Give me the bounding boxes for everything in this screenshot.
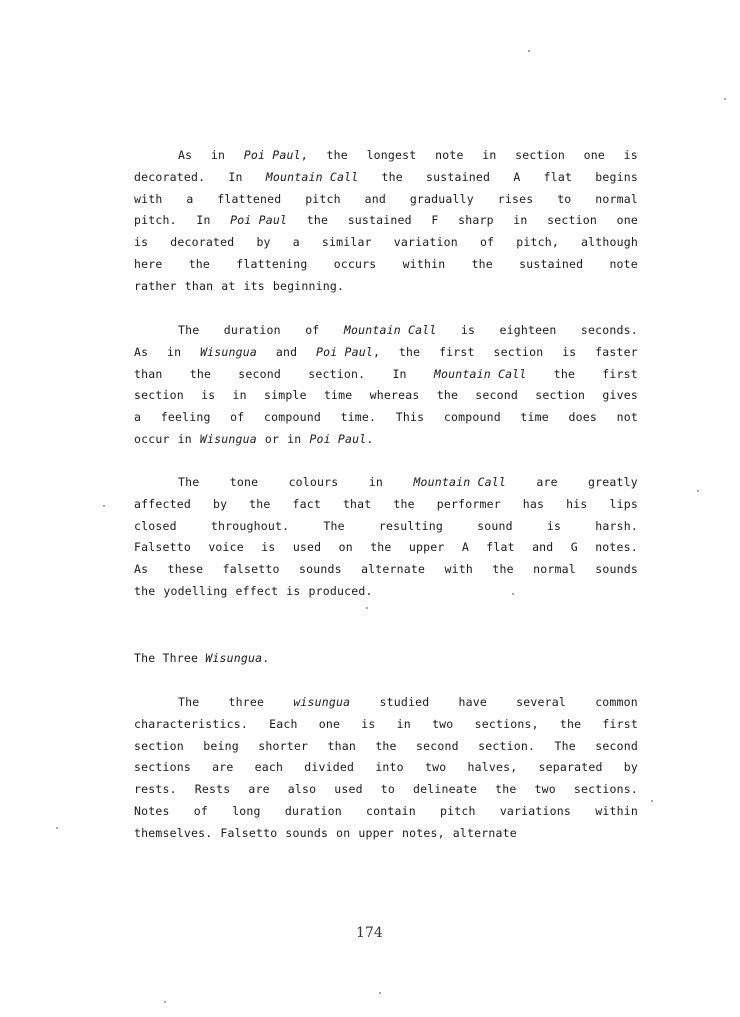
word: throughout.: [210, 518, 290, 533]
word: first: [602, 716, 638, 731]
word: does: [568, 410, 597, 425]
word: compound: [443, 410, 501, 425]
word: occurs: [333, 256, 377, 271]
word: performer: [436, 496, 501, 511]
word: notes.: [595, 540, 638, 555]
word: variation: [393, 235, 458, 250]
word: than: [327, 738, 356, 753]
word: has: [522, 496, 545, 511]
word: closed: [134, 518, 177, 533]
text-line: [134, 276, 638, 298]
word: second: [238, 366, 282, 381]
word: in: [368, 475, 384, 489]
word: his: [566, 496, 588, 511]
word: pitch: [440, 803, 476, 818]
text-line: [134, 714, 638, 736]
scan-speck: [724, 98, 726, 100]
word: flattened: [217, 191, 282, 206]
word: F: [431, 213, 439, 228]
word: flat: [543, 169, 573, 184]
scan-speck: [103, 505, 105, 507]
word: sound: [477, 518, 513, 533]
word: time: [520, 410, 549, 425]
word: into: [375, 760, 404, 775]
word: and: [364, 191, 386, 206]
word: Falsetto: [134, 540, 191, 555]
text-line: [134, 189, 638, 211]
word: is: [361, 716, 376, 731]
word: the: [495, 782, 517, 797]
word: is: [134, 235, 149, 250]
word: greatly: [588, 475, 638, 489]
text-line: [134, 320, 638, 342]
word: of: [305, 323, 320, 337]
word: used: [334, 782, 363, 797]
heading-prefix: The Three: [134, 651, 206, 665]
word: is: [546, 518, 562, 533]
word: normal: [595, 191, 638, 206]
scan-speck: [164, 1001, 166, 1003]
word: Poi Paul,: [316, 344, 381, 359]
word: are: [212, 760, 234, 775]
scan-speck: [528, 50, 530, 52]
text-line: [134, 167, 638, 189]
word: the: [492, 562, 514, 577]
word: Each: [269, 716, 298, 731]
word: The: [323, 518, 345, 533]
word: occur: [134, 431, 170, 446]
text-line: [134, 516, 638, 538]
word: Rests: [194, 782, 231, 797]
word: with: [444, 562, 474, 577]
word: sections: [134, 760, 191, 775]
word: voice: [208, 540, 244, 555]
word: gradually: [409, 191, 474, 206]
word: the: [398, 344, 421, 359]
word: duration: [284, 803, 342, 818]
word: by: [256, 235, 271, 250]
word: The: [554, 738, 576, 753]
text-line: [134, 232, 638, 254]
word: its: [243, 278, 265, 293]
word: Mountain Call: [343, 323, 437, 337]
word: time: [323, 388, 353, 403]
word: second: [475, 388, 519, 403]
word: flattening: [236, 256, 308, 271]
scan-speck: [651, 800, 653, 802]
word: here: [134, 256, 163, 271]
word: Mountain Call: [265, 169, 359, 184]
word: in: [287, 431, 302, 446]
word: a: [292, 235, 300, 250]
word: the: [189, 366, 212, 381]
word: similar: [321, 235, 372, 250]
word: common: [595, 695, 638, 709]
word: A: [513, 169, 521, 184]
word: pitch,: [516, 235, 559, 250]
word: duration: [223, 323, 281, 337]
paragraph-4: [134, 692, 638, 845]
word: begins: [595, 169, 638, 184]
page-number: 174: [356, 925, 383, 941]
text-line: [134, 757, 638, 779]
section-heading: [134, 648, 269, 668]
text-line: [134, 472, 638, 494]
word: section: [493, 344, 544, 359]
word: compound: [263, 410, 321, 425]
word: fact: [292, 496, 321, 511]
text-line: [134, 364, 638, 386]
word: the: [249, 496, 271, 511]
word: pitch.: [134, 213, 177, 228]
word: effect: [235, 583, 279, 598]
text-line: [134, 145, 638, 167]
word: sustained: [347, 213, 412, 228]
word: alternate: [361, 562, 426, 577]
word: is: [460, 323, 476, 337]
word: used: [292, 540, 322, 555]
text-line: [134, 407, 638, 429]
word: although: [581, 235, 638, 250]
word: As: [134, 344, 149, 359]
word: time.: [340, 410, 377, 425]
text-line: [134, 581, 638, 603]
word: these: [167, 562, 204, 577]
scan-speck: [56, 827, 58, 829]
word: first: [602, 366, 638, 381]
word: affected: [134, 496, 191, 511]
word: The: [178, 475, 200, 489]
word: not: [616, 410, 638, 425]
word: in: [167, 344, 182, 359]
word: faster: [595, 344, 638, 359]
word: within: [595, 803, 638, 818]
word: the: [375, 738, 397, 753]
word: one: [318, 716, 341, 731]
word: decorated.: [134, 169, 206, 184]
word: is: [286, 583, 301, 598]
word: decorated: [170, 235, 235, 250]
text-line: [134, 736, 638, 758]
word: in: [232, 388, 247, 403]
word: two: [424, 760, 447, 775]
word: a: [186, 191, 194, 206]
text-line: [134, 429, 638, 451]
word: the: [381, 169, 403, 184]
word: that: [342, 496, 372, 511]
heading-italic: Wisungua: [205, 651, 263, 665]
word: within: [402, 256, 446, 271]
word: the: [306, 213, 329, 228]
word: or: [264, 431, 280, 446]
word: section.: [308, 366, 366, 381]
word: the: [393, 496, 415, 511]
word: whereas: [369, 388, 420, 403]
word: the: [553, 366, 576, 381]
word: separated: [538, 760, 603, 775]
word: at: [221, 278, 236, 293]
word: one: [616, 213, 638, 228]
word: one: [583, 148, 605, 162]
word: long: [232, 803, 261, 818]
word: the: [134, 583, 156, 598]
word: characteristics.: [134, 716, 248, 731]
word: note: [435, 148, 464, 162]
word: Poi Paul,: [243, 148, 308, 162]
word: being: [203, 738, 239, 753]
word: harsh.: [595, 518, 638, 533]
text-line: [134, 494, 638, 516]
word: than: [134, 366, 163, 381]
word: of: [230, 410, 245, 425]
word: the: [471, 256, 493, 271]
text-line: [134, 537, 638, 559]
text-line: [134, 823, 638, 845]
word: upper: [358, 825, 394, 840]
word: variations: [499, 803, 572, 818]
word: flat: [486, 540, 515, 555]
text-line: [134, 210, 638, 232]
word: in: [513, 213, 528, 228]
word: gives: [602, 388, 638, 403]
text-line: [134, 385, 638, 407]
word: in: [482, 148, 497, 162]
text-line: [134, 559, 638, 581]
word: resulting: [378, 518, 443, 533]
word: the: [188, 256, 211, 271]
word: wisungua: [293, 695, 351, 709]
word: section: [134, 388, 184, 403]
word: Poi Paul: [230, 213, 288, 228]
word: feeling: [160, 410, 211, 425]
word: studied: [379, 695, 430, 709]
word: Mountain Call: [413, 475, 506, 489]
word: A: [461, 540, 469, 555]
word: three: [228, 695, 265, 709]
word: Falsetto: [220, 825, 278, 840]
word: the: [370, 540, 392, 555]
word: on: [338, 540, 353, 555]
word: the: [436, 388, 459, 403]
scan-speck: [366, 607, 368, 609]
word: the: [559, 716, 582, 731]
word: In: [196, 213, 211, 228]
word: and: [275, 344, 298, 359]
word: delineate: [413, 782, 478, 797]
word: falsetto: [222, 562, 280, 577]
scan-speck: [512, 593, 514, 595]
word: in: [210, 148, 226, 162]
word: rather: [134, 278, 177, 293]
word: is: [562, 344, 577, 359]
word: colours: [288, 475, 339, 489]
word: In: [228, 169, 243, 184]
word: This: [395, 410, 425, 425]
word: is: [261, 540, 276, 555]
word: to: [380, 782, 395, 797]
word: G: [570, 540, 578, 555]
word: Wisungua: [200, 344, 258, 359]
word: sustained: [519, 256, 584, 271]
word: are: [536, 475, 558, 489]
word: section: [515, 148, 565, 162]
word: sections,: [474, 716, 539, 731]
word: Wisungua: [199, 431, 257, 446]
word: The: [178, 323, 200, 337]
word: second: [595, 738, 638, 753]
word: two: [534, 782, 556, 797]
word: rests.: [134, 782, 177, 797]
word: also: [287, 782, 317, 797]
word: section: [535, 388, 586, 403]
word: As: [178, 148, 193, 162]
word: rises: [497, 191, 534, 206]
word: lips: [609, 496, 638, 511]
word: halves,: [467, 760, 518, 775]
word: notes,: [402, 825, 445, 840]
word: each: [254, 760, 284, 775]
word: on: [336, 825, 351, 840]
word: longest: [366, 148, 417, 162]
word: the: [326, 148, 348, 162]
word: sounds: [298, 562, 342, 577]
word: sounds: [285, 825, 329, 840]
word: seconds.: [580, 323, 638, 337]
word: The: [178, 695, 200, 709]
word: a: [134, 410, 142, 425]
word: Notes: [134, 803, 170, 818]
word: tone: [229, 475, 259, 489]
word: yodelling: [163, 583, 228, 598]
word: is: [623, 148, 638, 162]
word: by: [623, 760, 638, 775]
scan-speck: [379, 992, 381, 994]
paragraph-3: [134, 472, 638, 603]
word: beginning.: [272, 278, 345, 293]
word: section: [547, 213, 597, 228]
paragraph-1: [134, 145, 638, 298]
word: Mountain Call: [433, 366, 527, 381]
word: section.: [478, 738, 536, 753]
word: upper: [408, 540, 445, 555]
word: eighteen: [499, 323, 557, 337]
word: produced.: [308, 583, 373, 598]
word: first: [439, 344, 475, 359]
word: sustained: [426, 169, 491, 184]
word: note: [609, 256, 638, 271]
word: sharp: [458, 213, 494, 228]
word: shorter: [258, 738, 309, 753]
word: simple: [263, 388, 307, 403]
word: contain: [366, 803, 416, 818]
word: As: [134, 562, 149, 577]
scan-speck: [697, 490, 699, 492]
word: with: [134, 191, 163, 206]
word: and: [532, 540, 554, 555]
word: alternate: [452, 825, 517, 840]
word: second: [416, 738, 459, 753]
word: to: [557, 191, 572, 206]
word: In: [392, 366, 407, 381]
word: two: [432, 716, 454, 731]
heading-suffix: .: [262, 651, 270, 665]
word: Poi Paul.: [309, 431, 374, 446]
text-line: [134, 692, 638, 714]
word: sounds: [595, 562, 638, 577]
text-line: [134, 342, 638, 364]
word: have: [458, 695, 487, 709]
word: several: [516, 695, 567, 709]
word: is: [201, 388, 216, 403]
text-line: [134, 779, 638, 801]
word: sections.: [573, 782, 638, 797]
word: in: [396, 716, 411, 731]
word: of: [193, 803, 209, 818]
word: pitch: [305, 191, 341, 206]
word: by: [212, 496, 228, 511]
text-line: [134, 254, 638, 276]
word: section: [134, 738, 184, 753]
word: divided: [304, 760, 355, 775]
word: normal: [533, 562, 576, 577]
word: themselves.: [134, 825, 213, 840]
word: are: [248, 782, 270, 797]
word: in: [177, 431, 192, 446]
paragraph-2: [134, 320, 638, 451]
word: than: [184, 278, 214, 293]
text-line: [134, 801, 638, 823]
word: of: [479, 235, 495, 250]
